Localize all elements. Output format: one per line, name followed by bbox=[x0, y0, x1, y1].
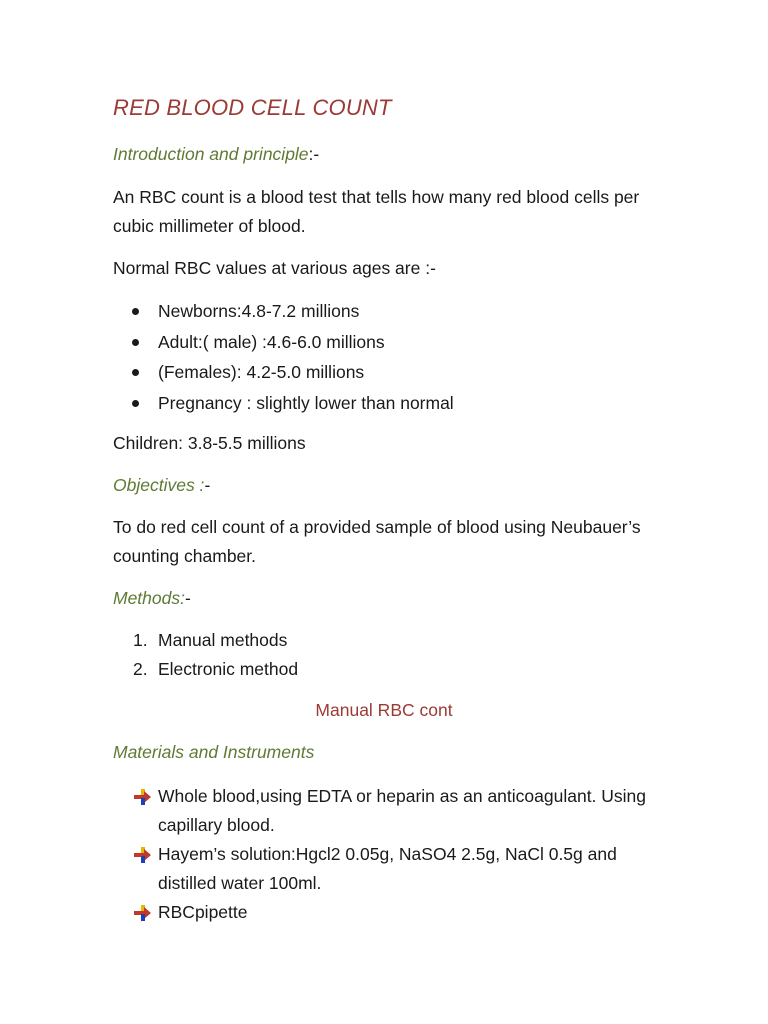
values-intro: Normal RBC values at various ages are :- bbox=[113, 258, 436, 278]
manual-rbc-heading: Manual RBC cont bbox=[315, 700, 453, 720]
methods-heading bbox=[113, 588, 191, 609]
bullet-icon bbox=[132, 400, 139, 407]
list-item: 1. Manual methods bbox=[133, 630, 288, 650]
page-title: RED BLOOD CELL COUNT bbox=[113, 95, 392, 120]
objectives-heading-suffix: - bbox=[204, 475, 211, 495]
objectives-heading-text: Objectives : bbox=[113, 475, 205, 495]
materials-list bbox=[113, 782, 678, 927]
materials-heading: Materials and Instruments bbox=[113, 742, 315, 762]
bullet-icon bbox=[132, 369, 139, 376]
list-item: Adult:( male) :4.6-6.0 millions bbox=[113, 327, 454, 358]
rbc-values-list bbox=[113, 296, 454, 418]
intro-heading-text: Introduction and principle bbox=[113, 144, 309, 164]
list-item: Hayem’s solution:Hgcl2 0.05g, NaSO4 2.5g, NaCl 0.5g and distilled water 100ml. bbox=[113, 840, 678, 898]
intro-heading bbox=[113, 144, 319, 165]
arrow-bullet-icon bbox=[134, 789, 152, 805]
arrow-bullet-icon bbox=[134, 847, 152, 863]
list-item: 2. Electronic method bbox=[133, 659, 299, 679]
methods-heading-suffix: - bbox=[184, 588, 191, 608]
list-item: Newborns:4.8-7.2 millions bbox=[113, 296, 454, 327]
intro-heading-suffix: :- bbox=[308, 144, 320, 164]
children-values: Children: 3.8-5.5 millions bbox=[113, 433, 306, 453]
arrow-bullet-icon bbox=[134, 905, 152, 921]
list-item: Pregnancy : slightly lower than normal bbox=[113, 388, 454, 419]
list-item: RBCpipette bbox=[113, 898, 678, 927]
list-item: (Females): 4.2-5.0 millions bbox=[113, 357, 454, 388]
objectives-heading bbox=[113, 475, 210, 496]
methods-heading-text: Methods: bbox=[113, 588, 185, 608]
methods-list bbox=[113, 626, 298, 684]
bullet-icon bbox=[132, 339, 139, 346]
list-item: Whole blood,using EDTA or heparin as an anticoagulant. Using capillary blood. bbox=[113, 782, 678, 840]
intro-paragraph: An RBC count is a blood test that tells how many red blood cells per cubic millimeter of blood. bbox=[113, 187, 640, 236]
objectives-paragraph: To do red cell count of a provided sample of blood using Neubauer’s counting chamber. bbox=[113, 517, 641, 566]
bullet-icon bbox=[132, 308, 139, 315]
